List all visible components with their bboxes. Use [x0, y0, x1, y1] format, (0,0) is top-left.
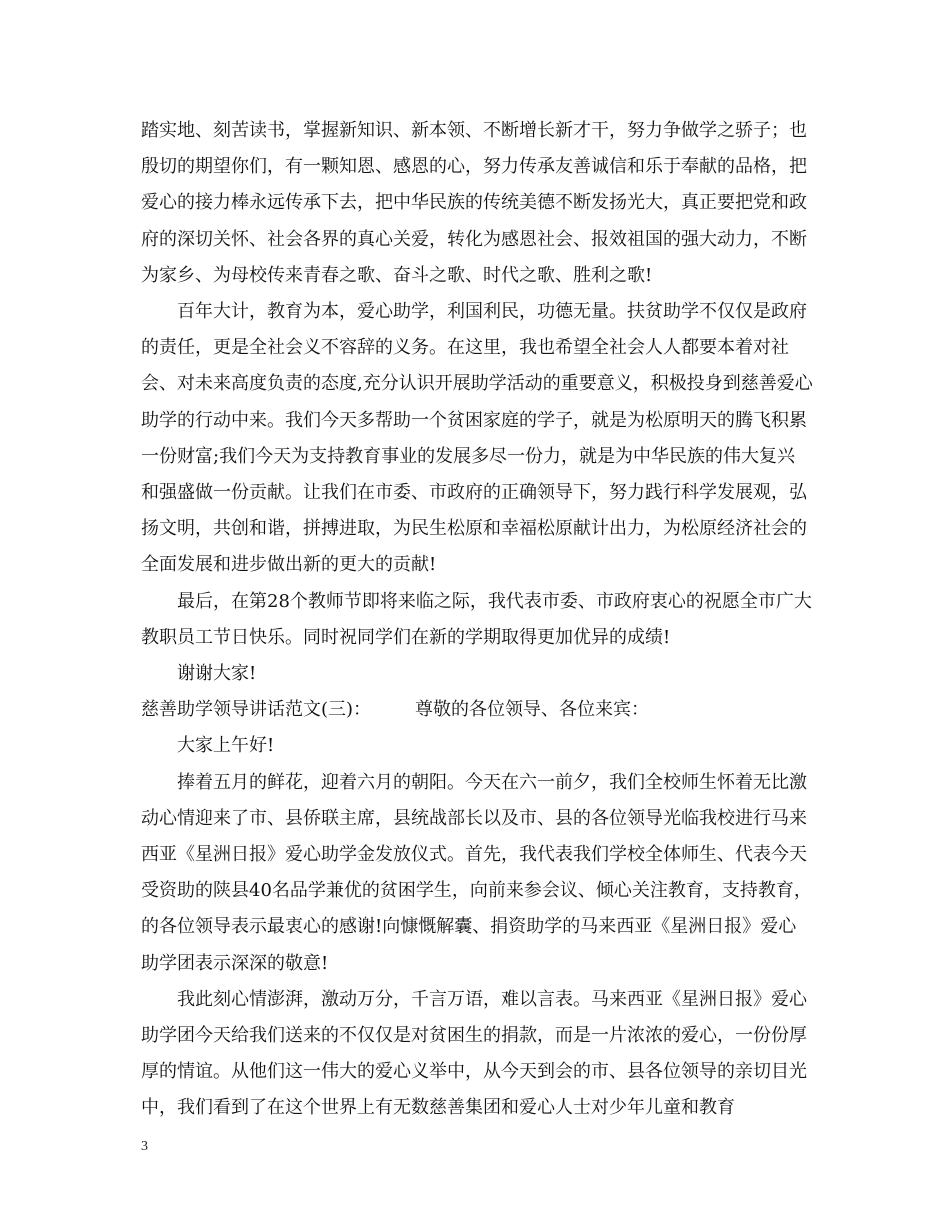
section-heading — [141, 692, 813, 728]
body-text — [141, 113, 813, 1127]
section-heading-title: 慈善助学领导讲话范文(三)： — [141, 699, 372, 721]
section-heading-salutation: 尊敬的各位领导、各位来宾： — [415, 699, 650, 721]
paragraph-thanks: 谢谢大家! — [177, 663, 257, 685]
paragraph-ceremony: 捧着五月的鲜花，迎着六月的朝阳。今天在六一前夕，我们全校师生怀着无比激动心情迎来了市、县侨联主席，县统战部长以及市、县的各位领导光临我校进行马来西亚《星洲日报》爱心助学金发放仪式。首先，我代表我们学校全体师生、代表今天受资助的陕县40名品学兼优的贫困学生，向前来参会议、倾心关注教育，支持教育，的各位领导表示最衷心的感谢!向慷慨解囊、捐资助学的马来西亚《星洲日报》爱心助学团表示深深的敬意! — [141, 771, 812, 974]
paragraph-gratitude: 我此刻心情澎湃，激动万分，千言万语，难以言表。马来西亚《星洲日报》爱心助学团今天给我们送来的不仅仅是对贫困生的捐款，而是一片浓浓的爱心，一份份厚厚的情谊。从他们这一伟大的爱心义举中，从今天到会的市、县各位领导的亲切目光中，我们看到了在这个世界上有无数慈善集团和爱心人士对少年儿童和教育 — [141, 988, 807, 1119]
paragraph-continuation: 踏实地、刻苦读书，掌握新知识、新本领、不断增长新才干，努力争做学之骄子；也殷切的期望你们，有一颗知恩、感恩的心，努力传承友善诚信和乐于奉献的品格，把爱心的接力棒永远传承下去，把中华民族的传统美德不断发扬光大，真正要把党和政府的深切关怀、社会各界的真心关爱，转化为感恩社会、报效祖国的强大动力，不断为家乡、为母校传来青春之歌、奋斗之歌、时代之歌、胜利之歌! — [141, 120, 807, 286]
paragraph-closing-wishes: 最后，在第28个教师节即将来临之际，我代表市委、市政府衷心的祝愿全市广大教职员工节日快乐。同时祝同学们在新的学期取得更加优异的成绩! — [141, 590, 812, 648]
paragraph-greeting: 大家上午好! — [177, 735, 275, 757]
paragraph-education: 百年大计，教育为本，爱心助学，利国利民，功德无量。扶贫助学不仅仅是政府的责任，更是全社会义不容辞的义务。在这里，我也希望全社会人人都要本着对社会、对未来高度负责的态度,充分认识开展助学活动的重要意义，积极投身到慈善爱心助学的行动中来。我们今天多帮助一个贫困家庭的学子，就是为松原明天的腾飞积累一份财富;我们今天为支持教育事业的发展多尽一份力，就是为中华民族的伟大复兴和强盛做一份贡献。让我们在市委、市政府的正确领导下，努力践行科学发展观，弘扬文明，共创和谐，拼搏进取，为民生松原和幸福松原献计出力，为松原经济社会的全面发展和进步做出新的更大的贡献! — [141, 301, 813, 576]
page-number: 3 — [141, 1139, 148, 1154]
